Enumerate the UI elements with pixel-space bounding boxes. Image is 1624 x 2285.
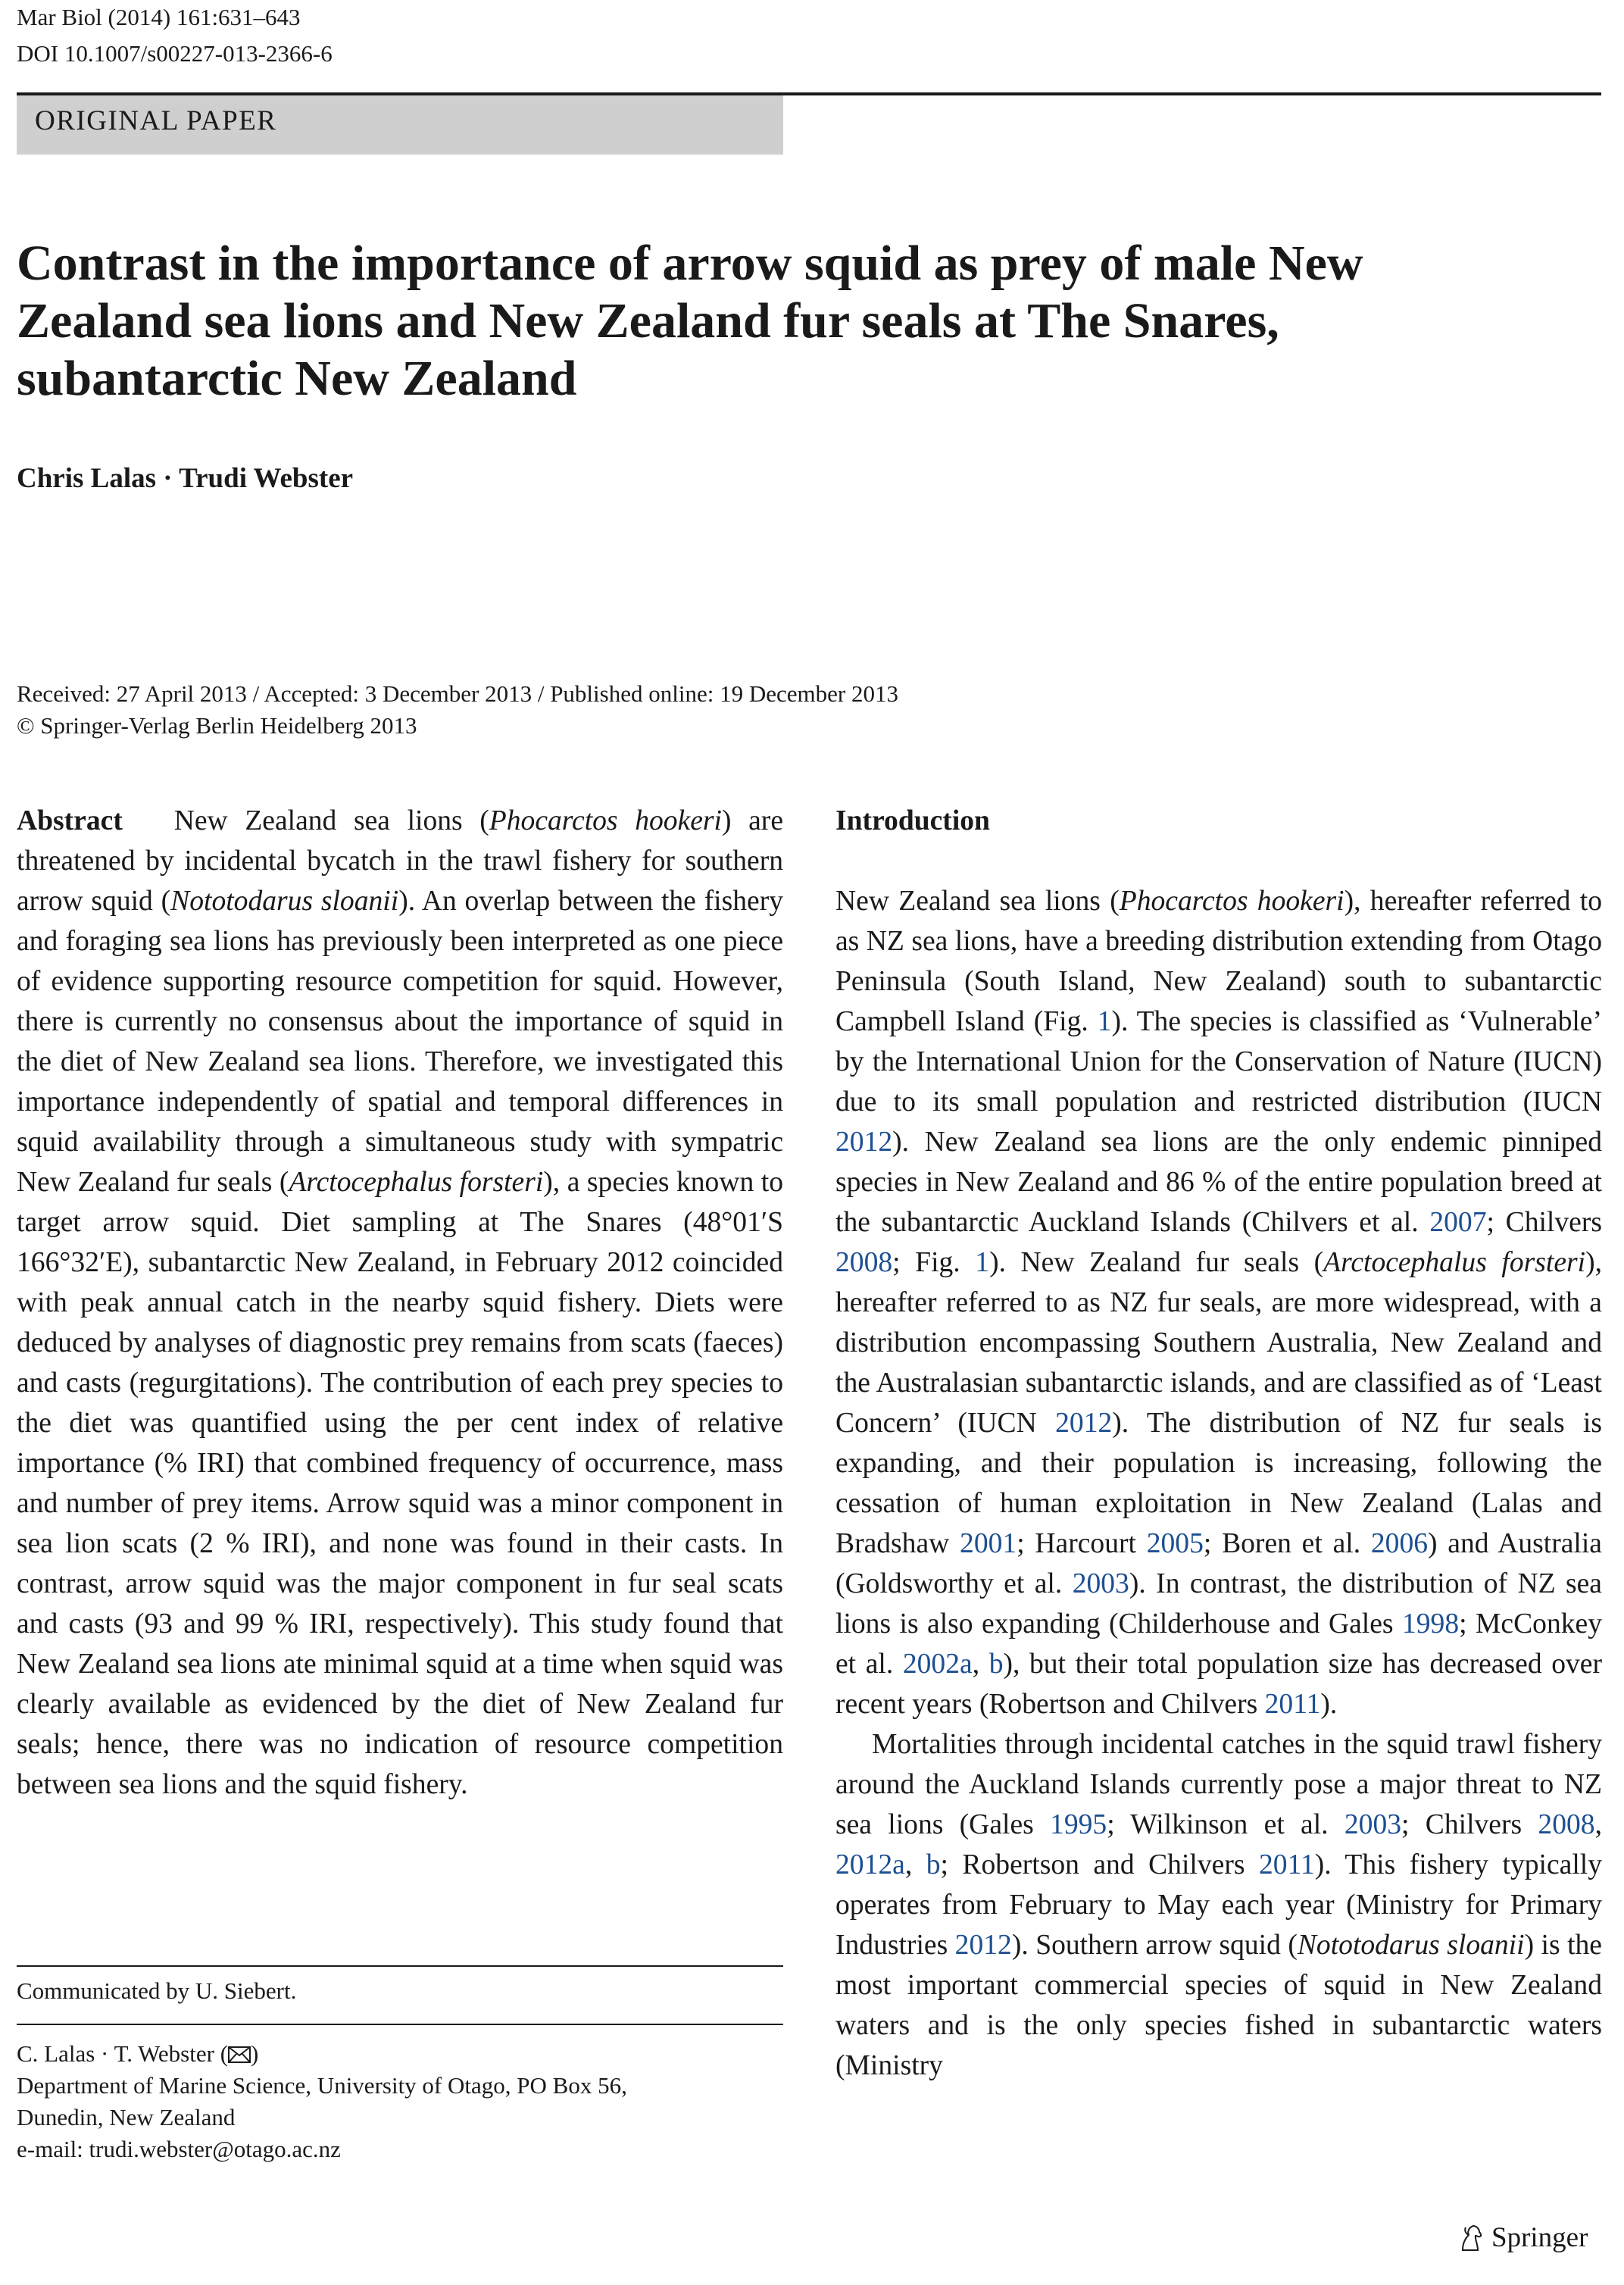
paper-title: Contrast in the importance of arrow squid as prey of male New Zealand sea lions and New Zealand fur seals at The Snares, subantarctic New Zealand: [17, 236, 1363, 406]
species-name: Nototodarus sloanii: [170, 886, 399, 917]
envelope-icon: [228, 2046, 251, 2063]
reference-link[interactable]: 2011: [1258, 1849, 1315, 1880]
figure-link[interactable]: 1: [975, 1247, 990, 1278]
abstract-text: ). An overlap between the fishery and foraging sea lions has previously been interpreted as one piece of evidence supporting resource competition for squid. However, there is currently no consensus about the importance of squid in the diet of New Zealand sea lions. Therefore, we investigated this importance independently of spatial and temporal differences in squid availability through a simultaneous study with sympatric New Zealand fur seals (: [17, 886, 783, 1198]
reference-link[interactable]: 2001: [960, 1528, 1017, 1559]
body-text: ).: [1320, 1689, 1338, 1720]
introduction-heading: Introduction: [835, 805, 990, 836]
body-text: ) and Australia (Goldsworthy et al.: [835, 1528, 1602, 1599]
publisher-logo: [1458, 2221, 1588, 2254]
body-text: ; McConkey et al.: [835, 1608, 1602, 1680]
copyright-line: © Springer-Verlag Berlin Heidelberg 2013: [17, 712, 417, 739]
species-name: Phocarctos hookeri: [1119, 886, 1344, 917]
intro-paragraph-2: [835, 1724, 1602, 2086]
abstract-column: [17, 801, 783, 1805]
history-dates: Received: 27 April 2013 / Accepted: 3 December 2013 / Published online: 19 December 2013: [17, 680, 898, 707]
body-text: ). In contrast, the distribution of NZ sea lions is also expanding (Childerhouse and Gales: [835, 1568, 1602, 1640]
body-text: ). The distribution of NZ fur seals is expanding, and their population is increasing, following the cessation of human exploitation in New Zealand (Lalas and Bradshaw: [835, 1408, 1602, 1559]
abstract-text: New Zealand sea lions (: [173, 805, 489, 836]
species-name: Nototodarus sloanii: [1297, 1930, 1525, 1961]
species-name: Arctocephalus forsteri: [289, 1167, 544, 1198]
footnote-rule: [17, 1965, 783, 1967]
reference-link[interactable]: 1998: [1401, 1608, 1460, 1640]
email[interactable]: e-mail: trudi.webster@otago.ac.nz: [17, 2136, 341, 2162]
abstract-label: Abstract: [17, 805, 123, 836]
reference-link[interactable]: 2011: [1264, 1689, 1321, 1720]
body-text: ), hereafter referred to as NZ sea lions, have a breeding distribution extending from Otago Peninsula (South Island, New Zealand) south to subantarctic Campbell Island (Fig.: [835, 886, 1602, 1037]
body-text: ), but their total population size has decreased over recent years (Robertson and Chilvers: [835, 1649, 1602, 1720]
reference-link[interactable]: 2008: [1538, 1809, 1595, 1840]
body-text: ), hereafter referred to as NZ fur seals, are more widespread, with a distribution encompassing Southern Australia, New Zealand and the Australasian subantarctic islands, and are classified as of ‘Least Concern’ (IUCN: [835, 1247, 1602, 1439]
reference-link[interactable]: b: [988, 1649, 1004, 1680]
body-text: ,: [1594, 1809, 1602, 1840]
body-text: ,: [904, 1849, 926, 1880]
department: Department of Marine Science, University of Otago, PO Box 56,: [17, 2072, 627, 2099]
body-text: ,: [972, 1649, 989, 1680]
intro-paragraph-1: [835, 881, 1602, 1724]
abstract-text: ) are threatened by incidental bycatch in the trawl fishery for southern arrow squid (: [17, 805, 783, 917]
body-text: ; Chilvers: [1401, 1809, 1538, 1840]
reference-link[interactable]: 2003: [1344, 1809, 1402, 1840]
reference-link[interactable]: 2006: [1370, 1528, 1429, 1559]
article-type: ORIGINAL PAPER: [35, 105, 277, 136]
reference-link[interactable]: 2012a: [835, 1849, 905, 1880]
body-text: Mortalities through incidental catches in the squid trawl fishery around the Auckland Islands currently pose a major threat to NZ sea lions (Gales: [835, 1729, 1602, 1840]
publisher-name: Springer: [1491, 2222, 1588, 2253]
abstract-text: ), a species known to target arrow squid. Diet sampling at The Snares (48°01′S 166°32′E), subantarctic New Zealand, in February 2012 coincided with peak annual catch in the nearby squid fishery. Diets were deduced by analyses of diagnostic prey remains from scats (faeces) and casts (regurgitations). The contribution of each prey species to the diet was quantified using the per cent index of relative importance (% IRI) that combined frequency of occurrence, mass and number of prey items. Arrow squid was a minor component in sea lion scats (2 % IRI), and none was found in their casts. In contrast, arrow squid was the major component in fur seal scats and casts (93 and 99 % IRI, respectively). This study found that New Zealand sea lions ate minimal squid at a time when squid was clearly available as evidenced by the diet of New Zealand fur seals; hence, there was no indication of resource competition between sea lions and the squid fishery.: [17, 1167, 784, 1800]
reference-link[interactable]: 2012: [954, 1930, 1012, 1961]
body-text: ). New Zealand fur seals (: [989, 1247, 1324, 1278]
body-text: ; Boren et al.: [1203, 1528, 1371, 1559]
body-text: ) is the most important commercial species of squid in New Zealand waters and is the only species fished in subantarctic waters (Ministry: [835, 1930, 1602, 2081]
reference-link[interactable]: 2002a: [902, 1649, 973, 1680]
figure-link[interactable]: 1: [1097, 1006, 1112, 1037]
doi: DOI 10.1007/s00227-013-2366-6: [17, 40, 333, 67]
author-initials: C. Lalas · T. Webster (: [17, 2040, 229, 2067]
body-text: ). New Zealand sea lions are the only endemic pinniped species in New Zealand and 86 % of the entire population breed at the subantarctic Auckland Islands (Chilvers et al.: [835, 1127, 1602, 1238]
introduction-column: [835, 801, 1602, 2086]
body-text: ; Chilvers: [1486, 1207, 1602, 1238]
reference-link[interactable]: 2012: [1055, 1408, 1113, 1439]
journal-citation: Mar Biol (2014) 161:631–643: [17, 4, 301, 30]
affiliation-block: [17, 2038, 627, 2165]
reference-link[interactable]: 2012: [835, 1127, 893, 1158]
reference-link[interactable]: 1995: [1050, 1809, 1107, 1840]
body-text: ; Fig.: [892, 1247, 976, 1278]
body-text: ; Robertson and Chilvers: [940, 1849, 1259, 1880]
city: Dunedin, New Zealand: [17, 2104, 236, 2130]
body-text: ; Wilkinson et al.: [1107, 1809, 1344, 1840]
body-text: New Zealand sea lions (: [835, 886, 1120, 917]
article-type-band: [17, 95, 783, 155]
author-list: Chris Lalas · Trudi Webster: [17, 463, 354, 494]
affiliation-names: [17, 2038, 627, 2070]
reference-link[interactable]: b: [926, 1849, 941, 1880]
springer-horse-icon: [1458, 2224, 1484, 2252]
affiliation-rule: [17, 2024, 783, 2025]
abstract: [17, 801, 783, 1805]
reference-link[interactable]: 2007: [1429, 1207, 1487, 1238]
species-name: Phocarctos hookeri: [489, 805, 722, 836]
publication-dates: [17, 678, 898, 742]
body-text: ). Southern arrow squid (: [1011, 1930, 1298, 1961]
body-text: ). The species is classified as ‘Vulnerable’ by the International Union for the Conservation of Nature (IUCN) due to its small population and restricted distribution (IUCN: [835, 1006, 1602, 1117]
species-name: Arctocephalus forsteri: [1323, 1247, 1586, 1278]
reference-link[interactable]: 2008: [835, 1247, 893, 1278]
paren-close: ): [251, 2040, 259, 2067]
communicated-by: Communicated by U. Siebert.: [17, 1977, 297, 2004]
body-text: ). This fishery typically operates from February to May each year (Ministry for Primary Industries: [835, 1849, 1602, 1961]
reference-link[interactable]: 2005: [1146, 1528, 1204, 1559]
body-text: ; Harcourt: [1017, 1528, 1147, 1559]
reference-link[interactable]: 2003: [1072, 1568, 1129, 1599]
